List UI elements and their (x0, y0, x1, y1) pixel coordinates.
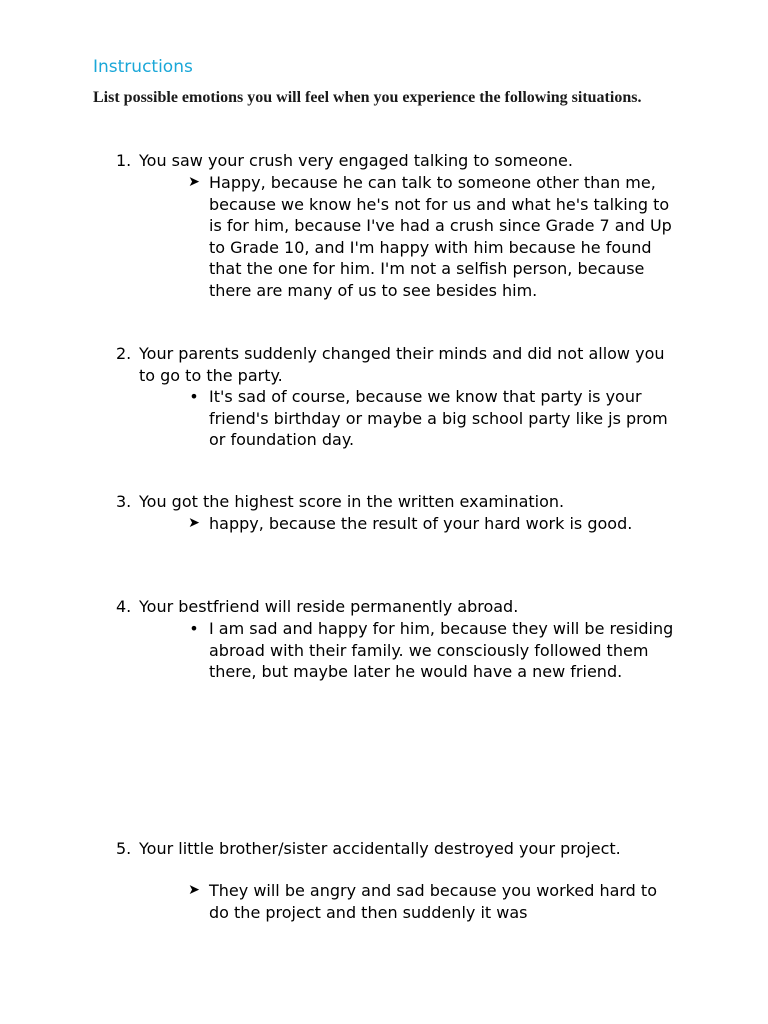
answer-4 (189, 618, 679, 683)
question-number: 1. (116, 151, 132, 170)
question-text: Your little brother/sister accidentally destroyed your project. (139, 839, 621, 858)
question-number: 4. (116, 597, 132, 616)
question-text: You got the highest score in the written examination. (139, 492, 565, 511)
question-number: 2. (116, 344, 132, 363)
question-text: You saw your crush very engaged talking to someone. (139, 151, 573, 170)
answer-text: happy, because the result of your hard work is good. (209, 514, 633, 533)
question-1 (116, 150, 696, 172)
answer-2 (189, 386, 679, 451)
arrow-bullet-icon: ➤ (188, 174, 200, 190)
answer-5 (188, 880, 679, 923)
question-2 (116, 343, 696, 386)
answer-text: They will be angry and sad because you worked hard to do the project and then suddenly it was (209, 881, 657, 922)
instructions-prompt: List possible emotions you will feel when you experience the following situations. (93, 89, 642, 106)
arrow-bullet-icon: ➤ (188, 515, 200, 531)
answer-text: Happy, because he can talk to someone other than me, because we know he's not for us and what he's talking to is for him, because I've had a crush since Grade 7 and Up to Grade 10, and I'm happy with him because he found that the one for him. I'm not a selfish person, because there are many of us to see besides him. (209, 173, 672, 300)
answer-1 (188, 172, 679, 301)
arrow-bullet-icon: ➤ (188, 882, 200, 898)
answer-3 (188, 513, 679, 535)
question-number: 5. (116, 839, 132, 858)
question-5 (116, 838, 696, 860)
question-text: Your parents suddenly changed their minds and did not allow you to go to the party. (139, 344, 665, 385)
round-bullet-icon: • (189, 619, 199, 638)
instructions-heading: Instructions (93, 57, 193, 77)
question-4 (116, 596, 696, 618)
question-text: Your bestfriend will reside permanently abroad. (139, 597, 519, 616)
answer-text: It's sad of course, because we know that party is your friend's birthday or maybe a big school party like js prom or foundation day. (209, 387, 668, 449)
round-bullet-icon: • (189, 387, 199, 406)
answer-text: I am sad and happy for him, because they will be residing abroad with their family. we consciously followed them there, but maybe later he would have a new friend. (209, 619, 674, 681)
question-3 (116, 491, 696, 513)
question-number: 3. (116, 492, 132, 511)
